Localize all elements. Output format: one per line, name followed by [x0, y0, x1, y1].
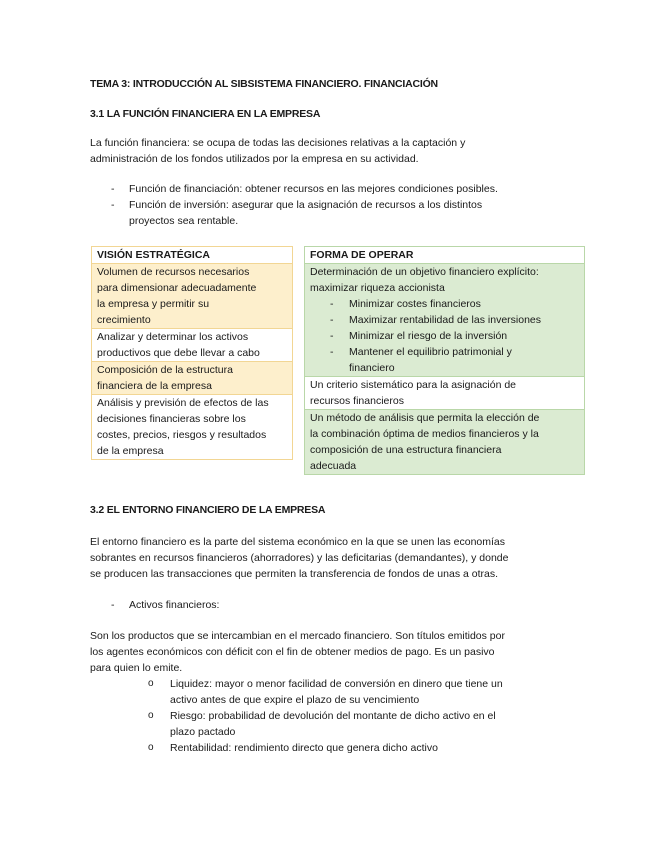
cell-line: Composición de la estructura	[97, 364, 233, 376]
strategic-vision-table	[91, 246, 293, 460]
cell-line: crecimiento	[97, 314, 151, 326]
section1-intro	[90, 135, 570, 167]
paragraph-line: Son los productos que se intercambian en el mercado financiero. Son títulos emitidos por	[90, 630, 505, 642]
list-item-text: o Riesgo: probabilidad de devolución del montante de dicho activo en el	[170, 710, 496, 722]
section1-bullets	[90, 181, 570, 229]
sub-list-item: - Minimizar costes financieros	[310, 296, 580, 312]
cell-line: decisiones financieras sobre los	[97, 413, 246, 425]
list-item-text: - Función de financiación: obtener recursos en las mejores condiciones posibles.	[129, 183, 498, 195]
list-item	[90, 676, 570, 708]
cell-line: Análisis y previsión de efectos de las	[97, 397, 269, 409]
cell-line: Volumen de recursos necesarios	[97, 266, 250, 278]
list-item	[90, 197, 570, 229]
cell-line: Un criterio sistemático para la asignación de	[310, 379, 517, 391]
section1-heading: 3.1 LA FUNCIÓN FINANCIERA EN LA EMPRESA	[90, 108, 321, 120]
paragraph-line: los agentes económicos con déficit con el fin de obtener medios de pago. Es un pasivo	[90, 646, 495, 658]
list-item	[90, 740, 570, 756]
section2	[90, 502, 570, 756]
sub-list-item: - Minimizar el riesgo de la inversión	[310, 328, 580, 344]
table-cell	[305, 377, 585, 410]
table-cell	[92, 329, 293, 362]
list-item	[90, 181, 570, 197]
table-header: FORMA DE OPERAR	[305, 247, 585, 264]
cell-line: Analizar y determinar los activos	[97, 331, 249, 343]
operating-mode-table	[304, 246, 585, 475]
cell-line: financiera de la empresa	[97, 380, 212, 392]
list-item-text: - Activos financieros:	[129, 599, 220, 611]
section2-paragraph	[90, 628, 570, 676]
table-cell	[92, 362, 293, 395]
paragraph-line: se producen las transacciones que permiten la transferencia de fondos de unas a otras.	[90, 568, 498, 580]
paragraph-line: para quien lo emite.	[90, 662, 183, 674]
table-cell	[305, 264, 585, 377]
list-item-text: o Rentabilidad: rendimiento directo que genera dicho activo	[170, 742, 438, 754]
list-item	[90, 597, 570, 613]
intro-line: La función financiera: se ocupa de todas las decisiones relativas a la captación y	[90, 137, 466, 149]
table-cell	[305, 410, 585, 475]
sub-list-item: - Maximizar rentabilidad de las inversiones	[310, 312, 580, 328]
list-item-text: - Función de inversión: asegurar que la asignación de recursos a los distintos	[129, 199, 483, 211]
cell-line: composición de una estructura financiera	[310, 444, 502, 456]
section2-heading: 3.2 EL ENTORNO FINANCIERO DE LA EMPRESA	[90, 504, 326, 516]
cell-line: recursos financieros	[310, 395, 404, 407]
cell-line: maximizar riqueza accionista	[310, 282, 445, 294]
table-cell	[92, 264, 293, 329]
cell-line: la combinación óptima de medios financieros y la	[310, 428, 539, 440]
section2-paragraph	[90, 534, 570, 582]
document-page	[90, 76, 570, 229]
table-header: VISIÓN ESTRATÉGICA	[92, 247, 293, 264]
sub-list-item-continued: financiero	[349, 362, 395, 374]
list-item-text: proyectos sea rentable.	[129, 215, 239, 227]
paragraph-line: sobrantes en recursos financieros (ahorradores) y las deficitarias (demandantes), y donde	[90, 552, 509, 564]
cell-line: Un método de análisis que permita la elección de	[310, 412, 540, 424]
cell-line: costes, precios, riesgos y resultados	[97, 429, 267, 441]
sub-list-item: - Mantener el equilibrio patrimonial y	[310, 344, 580, 360]
cell-line: Determinación de un objetivo financiero explícito:	[310, 266, 539, 278]
intro-line: administración de los fondos utilizados por la empresa en su actividad.	[90, 153, 419, 165]
cell-line: adecuada	[310, 460, 357, 472]
cell-line: la empresa y permitir su	[97, 298, 210, 310]
cell-line: de la empresa	[97, 445, 164, 457]
document-title: TEMA 3: INTRODUCCIÓN AL SIBSISTEMA FINANCIERO. FINANCIACIÓN	[90, 78, 438, 90]
list-item	[90, 708, 570, 740]
cell-line: para dimensionar adecuadamente	[97, 282, 257, 294]
paragraph-line: El entorno financiero es la parte del sistema económico en la que se unen las economías	[90, 536, 505, 548]
list-item-text: plazo pactado	[170, 726, 236, 738]
list-item-text: activo antes de que expire el plazo de su vencimiento	[170, 694, 420, 706]
cell-line: productivos que debe llevar a cabo	[97, 347, 260, 359]
table-cell	[92, 395, 293, 460]
list-item-text: o Liquidez: mayor o menor facilidad de conversión en dinero que tiene un	[170, 678, 503, 690]
asset-properties-list	[90, 676, 570, 756]
